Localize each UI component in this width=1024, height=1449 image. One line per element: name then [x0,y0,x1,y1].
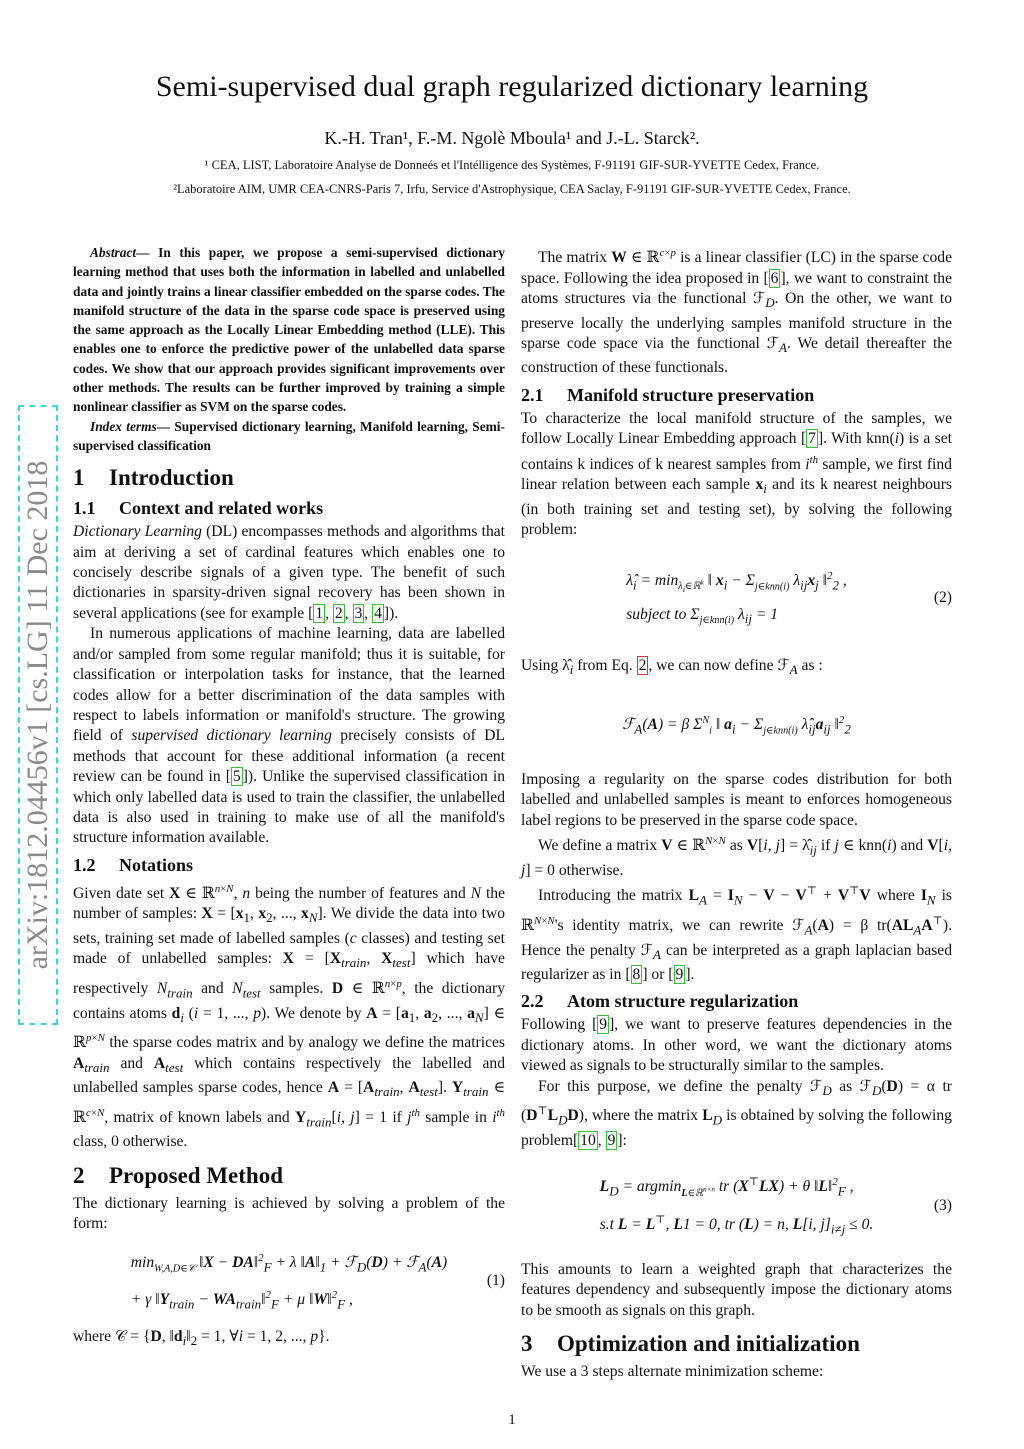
equation-fa: ℱ$_A$(A) = β $\Sigma^N_i$ ‖ $a_i - \Sigma_{j\in knn(i)}$ $\lambdâ_{ij}a_{ij}$ ‖$^2_2$ [622,713,851,736]
citation-link[interactable]: 2 [334,604,343,622]
abstract-text: In this paper, we propose a semi-supervised dictionary learning method that uses both the information in labelled and unlabelled data and jointly trains a linear classifier embedded on the sparse codes. The manifold structure of the data in the sparse code space is preserved using the same approach as the Locally Linear Embedding method (LLE). This enables one to enforce the predictive power of the unlabelled data sparse codes. We show that our approach provides significant improvements over other methods. The results can be further improved by training a simple nonlinear classifier as SVM on the sparse codes. [73,245,505,415]
subsection-heading: 1.2 Notations [73,854,194,875]
paragraph: Following [ 9 ], we want to preserve features dependencies in the dictionary atoms. In other word, we want the dictionary atoms viewed as signals to be structurally similar to the samples. [521,1016,952,1075]
index-terms [73,417,505,456]
equation-ref-link[interactable]: 2 [638,657,647,674]
paragraph: The matrix W ∈ ℝ$^{c\times p}$ is a linear classifier (LC) in the sparse code space. Following the idea proposed in [ 6 ], we want to constraint the atoms structures via the functional ℱ$_D$. On the other, we want to preserve locally the underlying samples manifold structure in the sparse code space via the functional ℱ$_A$. We detail thereafter the construction of these functionals. [521,247,952,377]
equation-2: $\lambdâ_i = \min_{\lambda_i\in ℝ^k}$ ‖ $x_i - \Sigma_{j\in knn(i)}$ $\lambda_{ij}x_j$ ‖$^2_2$ , subject to $\Sigma_{j\in knn(i)}$ $\lambda_{ij} = 1$ (2) [626,569,952,626]
affiliation-1: ¹ CEA, LIST, Laboratoire Analyse de Donneés et l'Intélligence des Systèmes, F-91191 GIF-SUR-YVETTE Cedex, France. [204,158,820,172]
index-terms-label: Index terms— [90,418,171,434]
citation-link[interactable]: 9 [607,1131,616,1149]
citation-link[interactable]: 7 [808,430,816,448]
citation-link[interactable]: 1 [315,604,324,622]
index-terms-text: Supervised dictionary learning, Manifold learning, Semi-supervised classification [73,418,505,453]
citation-link[interactable]: 8 [632,966,641,984]
citation-link[interactable]: 9 [675,966,684,984]
abstract [73,243,505,417]
citation-link[interactable]: 3 [354,604,363,622]
paragraph: In numerous applications of machine learning, data are labelled and/or sampled from some regular manifold; thus it is suitable, for classification or interpolation tasks for instance, that the learned codes allow for a better discrimination of the data samples with respect to labels information or manifold's structure. The growing field of supervised dictionary learning precisely consists of DL methods that account for these additional information (a recent review can be found in [ 5 ]). Unlike the supervised classification in which only labelled data is used to train the classifier, the unlabelled data is also used in training to make use of all the manifold's structure information available. [73,625,505,847]
arxiv-stamp-text: arXiv:1812.04456v1 [cs.LG] 11 Dec 2018 [21,460,54,970]
paragraph: To characterize the local manifold structure of the samples, we follow Locally Linear Embedding approach [ 7 ]. With knn(i) is a set contains k indices of k nearest samples from $i^{th}$ sample, we first find linear relation between each sample $x_i$ and its k nearest neighbours (in both training set and testing set), by solving the following problem: [521,409,953,539]
page-number: 1 [508,1412,516,1428]
paragraph: Using $\lambdâ_i$ from Eq. 2 , we can now define ℱ$_A$ as : [521,657,823,678]
paragraph: Imposing a regularity on the sparse codes distribution for both labelled and unlabelled samples is meant to enforces homogeneous label regions to be preserved in the sparse code space. [521,770,952,829]
equation-3: $L_D = argmin_{L\in ℝ^{n\times n}}$ tr (X⊤LX) + θ ‖L‖$^2_F$ , s.t L = L⊤, L1 = 0, tr (L) = n, L[i, $j]_{i\ne j} \le 0$. (3) [599,1176,952,1236]
citation-link[interactable]: 6 [770,269,779,287]
equation-number: (3) [933,1196,952,1214]
section-heading: 1 Introduction [73,465,234,491]
abstract-label: Abstract— [90,245,150,260]
equation-1: $\min_{W,A,D\in 𝒞}$ ‖X − DA‖$^2_F$ + λ $‖A‖_1$ + ℱ$_D$(D) + ℱ$_A$(A) + γ $‖Y_{train}$ − $WA_{train}‖^2_F + \mu$ ‖W‖$^2_F$ , (1) [130,1251,505,1312]
citation-link[interactable]: 5 [232,768,241,786]
paragraph: Given date set X ∈ ℝ$^{n\times N}$, n being the number of features and N the number of samples: $X = [x_1$, $x_2$, ..., $x_N$]. We divide the data into two sets, training set made of labelled samples (c classes) and testing set made of unlabelled samples: $X = [X_{train}$, $X_{test}$] which have respectively $N_{train}$ and $N_{test}$ samples. D ∈ ℝ$^{n\times p}$, the dictionary contains atoms $d_i$ (i = 1, ..., p). We denote by $A = [a_1$, $a_2$, ..., $a_N$] ∈ ℝ$^{p\times N}$ the sparse codes matrix and by analogy we define the matrices $A_{train}$ and $A_{test}$ which contains respectively the labelled and unlabelled samples sparse codes, hence $A = [A_{train}$, $A_{test}$]. $Y_{train}$ ∈ ℝ$^{c\times N}$, matrix of known labels and $Y_{train}[i$, j] = 1 if $j^{th}$ sample in $i^{th}$ class, 0 otherwise. [73,882,506,1151]
equation-number: (2) [933,589,952,607]
equation-number: (1) [486,1271,505,1289]
paragraph: where 𝒞 = {D, $‖d_i‖_2 = 1$, ∀i = 1, 2, ..., p}. [73,1328,330,1349]
paragraph: The dictionary learning is achieved by solving a problem of the form: [73,1194,505,1233]
subsection-heading: 2.2 Atom structure regularization [521,991,799,1012]
affiliation-2: ²Laboratoire AIM, UMR CEA-CNRS-Paris 7, Irfu, Service d'Astrophysique, CEA Saclay, F-91191 GIF-SUR-YVETTE Cedex, France. [173,182,851,196]
paragraph: This amounts to learn a weighted graph that characterizes the features dependency and subsequently impose the dictionary atoms to be smooth as signals on this graph. [521,1260,952,1319]
paragraph: Dictionary Learning (DL) encompasses methods and algorithms that aim at deriving a set of cardinal features which enables one to concisely describe signals of a given type. The benefit of such dictionaries in sparsity-driven signal recovery has been shown in several applications (see for example [ 1 , 2 , 3 , 4 ]). [73,523,505,622]
citation-link[interactable]: 10 [580,1131,596,1149]
paper-title: Semi-supervised dual graph regularized dictionary learning [155,70,869,103]
subsection-heading: 1.1 Context and related works [73,498,324,519]
citation-link[interactable]: 9 [599,1016,608,1034]
left-column [73,243,505,1352]
subsection-heading: 2.1 Manifold structure preservation [521,384,815,405]
paragraph: We define a matrix V ∈ ℝ$^{N\times N}$ as V[i, $j] = \lambdâ_{ij}$ if j ∈ knn(i) and V[i, j] = 0 otherwise. [521,835,952,879]
arxiv-stamp [18,405,58,1025]
paragraph: Introducing the matrix $L_A = I_N - V - V^⊤ + V^⊤V$ where $I_N$ is ℝ$^{N\times N}$'s identity matrix, we can rewrite ℱ$_A$(A) = β $tr(AL_AA^⊤)$. Hence the penalty ℱ$_A$ can be interpreted as a graph laplacian based regularizer as in [ 8 ] or [ 9 ]. [521,885,952,984]
paragraph: For this purpose, we define the penalty ℱ$_D$ as ℱ$_D$(D) = α tr $(D^⊤L_DD)$, where the matrix $L_D$ is obtained by solving the following problem[ 10 , 9 ]: [521,1077,952,1149]
author-list: K.-H. Tran¹, F.-M. Ngolè Mboula¹ and J.-L. Starck². [324,128,700,148]
section-heading: 2 Proposed Method [73,1162,283,1188]
right-column [521,243,952,1383]
section-heading: 3 Optimization and initialization [521,1331,860,1357]
paragraph: We use a 3 steps alternate minimization scheme: [521,1363,824,1381]
citation-link[interactable]: 4 [374,604,382,622]
